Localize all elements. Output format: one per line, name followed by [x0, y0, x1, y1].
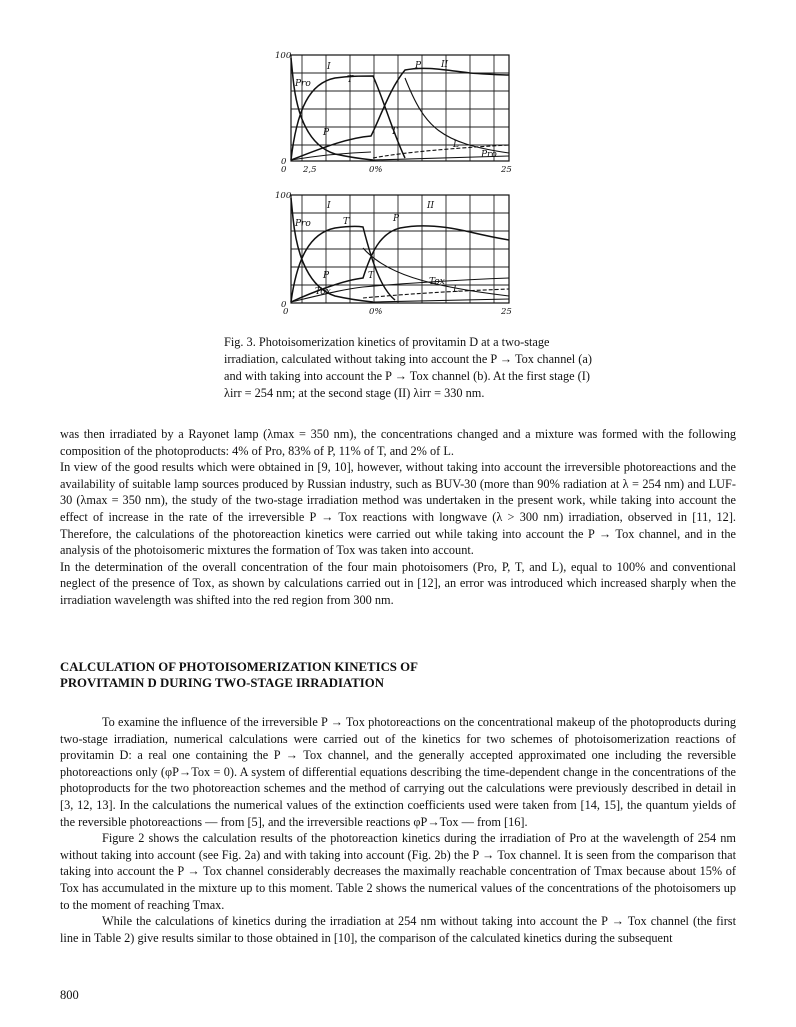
panel-a-label-t: T: [347, 75, 354, 85]
panel-a-label-t2: T: [391, 127, 398, 137]
panel-a: [275, 51, 512, 175]
body-text-bottom: [60, 714, 736, 946]
panel-b-label-t: T: [343, 217, 350, 227]
panel-b-label-pro: Pro: [295, 219, 311, 229]
section-heading: CALCULATION OF PHOTOISOMERIZATION KINETICS OF PROVITAMIN D DURING TWO-STAGE IRRADIATION: [60, 660, 418, 690]
paragraph: To examine the influence of the irreversible P → Tox photoreactions on the concentrational makeup of the photoproducts during two-stage irradiation, numerical calculations were carried out of the kinetics for two schemes of photoisomerization reactions of provitamin D: a real one containing the P → Tox channel, and the generally accepted approximated one including the reversible photoreactions only (φP→Tox = 0). A system of differential equations describing the time-dependent change in the concentrations of the photoproducts for the two photoreaction schemes and the method of carrying out the calculations were previously described in detail in [3, 12, 13]. In the calculations the numerical values of the extinction coefficients used were taken from [14, 15], the quantum yields of the reversible photoreactions — from [5], and the irreversible reactions φP→Tox — from [16].: [60, 715, 736, 829]
panel-a-label-pro2: Pro: [481, 150, 497, 160]
paragraph: was then irradiated by a Rayonet lamp (λmax = 350 nm), the concentrations changed and a mixture was formed with the following composition of the photoproducts: 4% of Pro, 83% of P, 11% of T, and 2% of L.: [60, 427, 736, 458]
panel-a-y-bottom: 0: [281, 157, 287, 167]
panel-a-x-tick-2: 0%: [369, 165, 383, 175]
panel-a-label-p: P: [323, 128, 330, 138]
panel-a-label-p2: P: [415, 61, 422, 71]
panel-b-label-p: P: [393, 214, 400, 224]
panel-b-x-tick-1: 0%: [369, 307, 383, 317]
panel-b-x-tick-0: 0: [283, 307, 289, 317]
panel-b-y-bottom: 0: [281, 300, 287, 310]
panel-b-y-top: 100: [275, 191, 292, 201]
panel-b-x-tick-2: 25: [501, 307, 512, 317]
paragraph: In the determination of the overall concentration of the four main photoisomers (Pro, P, T, and L), equal to 100% and conventional neglect of the presence of Tox, as shown by calculations carried out in [12], an error was introduced which increased sharply when the irradiation wavelength was shifted into the red region from 300 nm.: [60, 559, 736, 607]
figure-3-svg: [275, 48, 525, 328]
panel-b-stage-i: I: [327, 201, 331, 211]
figure-3: [275, 48, 525, 328]
panel-b-stage-ii: II: [427, 201, 435, 211]
panel-a-x-tick-1: 2,5: [303, 165, 317, 175]
body-text-top: [60, 426, 736, 609]
panel-a-label-l: L: [453, 140, 459, 150]
panel-b-label-tox2: Tox: [315, 287, 331, 297]
page-number: 800: [60, 988, 79, 1002]
paragraph: In view of the good results which were obtained in [9, 10], however, without taking into account the irreversible photoreactions and the availability of suitable lamp sources produced by Russian industry, such as BUV-30 (more than 90% radiation at λ = 254 nm) and LUF-30 (λmax = 350 nm), the study of the two-stage irradiation method was undertaken in the present work, while taking into account the effect of increase in the rate of the irreversible P → Tox reactions with longwave (λ > 300 nm) irradiation, observed in [11, 12]. Therefore, the calculations of the photoreaction kinetics were carried out while taking into account the P → Tox channel, and in the analysis of the photoisomeric mixtures the formation of Tox was taken into account.: [60, 460, 736, 558]
panel-b-label-tox: Tox: [429, 277, 445, 287]
paragraph: While the calculations of kinetics during the irradiation at 254 nm without taking into account the P → Tox channel (the first line in Table 2) give results similar to those obtained in [10], the comparison of the calculated kinetics during the subsequent: [60, 914, 736, 945]
paragraph: Figure 2 shows the calculation results of the photoreaction kinetics during the irradiation of Pro at the wavelength of 254 nm without taking into account (see Fig. 2a) and with taking into account (Fig. 2b) the P → Tox channel. It is seen from the comparison that taking into account the P → Tox channel considerably decreases the maximally reachable concentration of Tmax because about 15% of Tox has accumulated in the mixture up to this moment. Table 2 shows the numerical values of the concentrations of the photoisomers up to the moment of reaching Tmax.: [60, 831, 736, 912]
panel-b-label-l: L: [453, 285, 459, 295]
panel-a-stage-i: I: [327, 62, 331, 72]
panel-a-x-tick-0: 0: [281, 165, 287, 175]
panel-b-label-t2: T: [368, 271, 375, 281]
panel-b: [275, 191, 512, 317]
panel-a-y-top: 100: [275, 51, 292, 61]
panel-b-label-p2: P: [323, 271, 330, 281]
panel-a-x-tick-3: 25: [501, 165, 512, 175]
panel-a-stage-ii: II: [441, 60, 449, 70]
panel-a-label-pro: Pro: [295, 79, 311, 89]
figure-caption: Fig. 3. Photoisomerization kinetics of provitamin D at a two-stage irradiation, calculated without taking into account the P → Tox channel (a) and with taking into account the P → Tox channel (b). At the first stage (I) λirr = 254 nm; at the second stage (II) λirr = 330 nm.: [224, 335, 592, 400]
